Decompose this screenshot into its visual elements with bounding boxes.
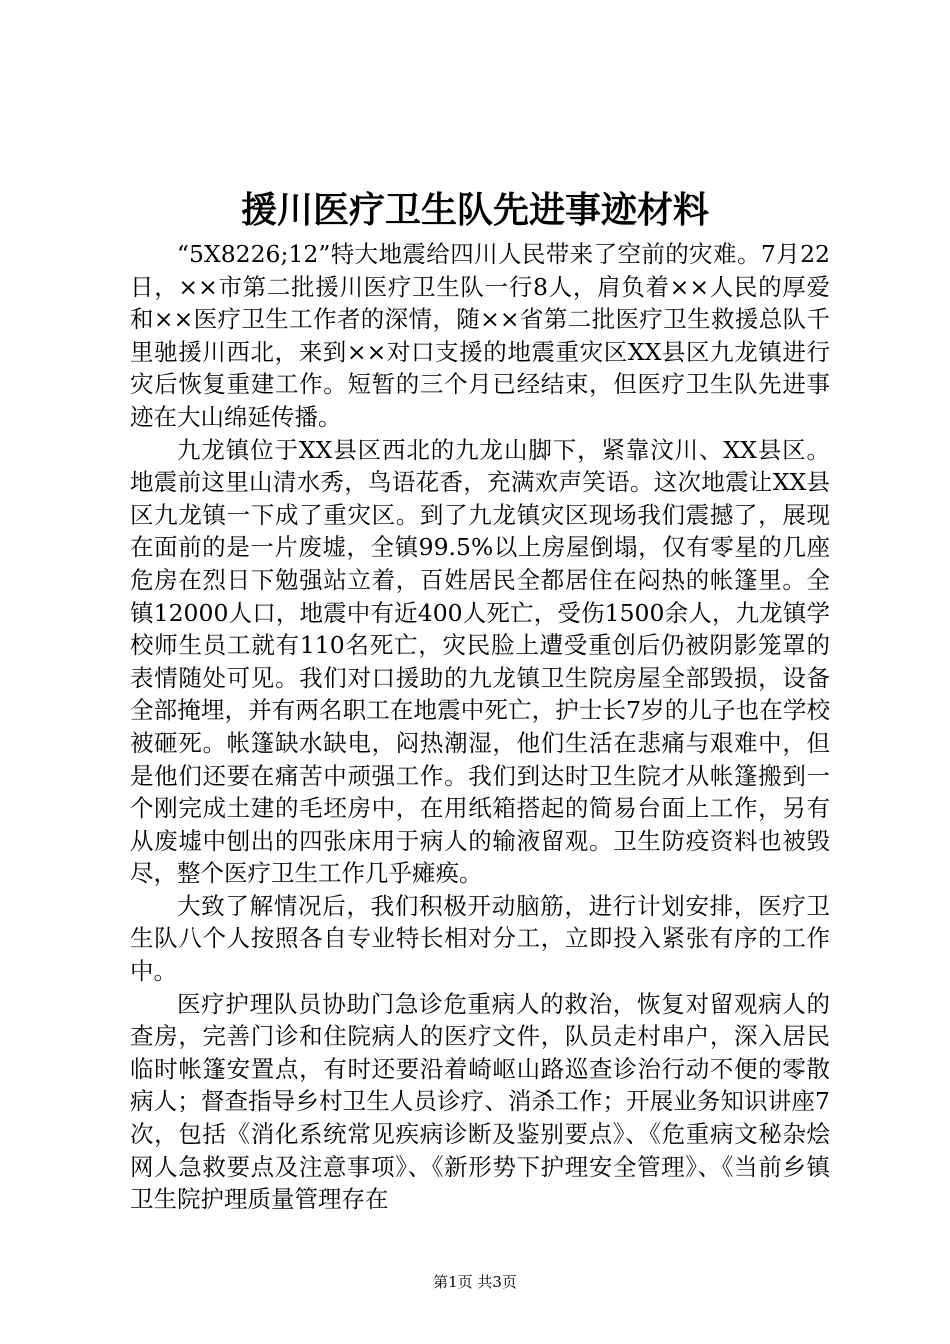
- paragraph: 大致了解情况后，我们积极开动脑筋，进行计划安排，医疗卫生队八个人按照各自专业特长相对分工，立即投入紧张有序的工作中。: [130, 891, 830, 986]
- paragraph: “5X8226;12”特大地震给四川人民带来了空前的灾难。7月22日，××市第二批援川医疗卫生队一行8人，肩负着××人民的厚爱和××医疗卫生工作者的深情，随××省第二批医疗卫生救援总队千里驰援川西北，来到××对口支援的地震重灾区XX县区九龙镇进行灾后恢复重建工作。短暂的三个月已经结束，但医疗卫生队先进事迹在大山绵延传播。: [130, 240, 830, 431]
- page-title: 援川医疗卫生队先进事迹材料: [240, 189, 709, 231]
- page-footer: 第1页 共3页: [433, 1273, 517, 1291]
- paragraph: 九龙镇位于XX县区西北的九龙山脚下，紧靠汶川、XX县区。地震前这里山清水秀，鸟语花香，充满欢声笑语。这次地震让XX县区九龙镇一下成了重灾区。到了九龙镇灾区现场我们震撼了，展现在面前的是一片废墟，全镇99.5%以上房屋倒塌，仅有零星的几座危房在烈日下勉强站立着，百姓居民全都居住在闷热的帐篷里。全镇12000人口，地震中有近400人死亡，受伤1500余人，九龙镇学校师生员工就有110名死亡，灾民脸上遭受重创后仍被阴影笼罩的表情随处可见。我们对口援助的九龙镇卫生院房屋全部毁损，设备全部掩埋，并有两名职工在地震中死亡，护士长7岁的儿子也在学校被砸死。帐篷缺水缺电，闷热潮湿，他们生活在悲痛与艰难中，但是他们还要在痛苦中顽强工作。我们到达时卫生院才从帐篷搬到一个刚完成土建的毛坯房中，在用纸箱搭起的简易台面上工作，另有从废墟中刨出的四张床用于病人的输液留观。卫生防疫资料也被毁尽，整个医疗卫生工作几乎瘫痪。: [130, 435, 830, 888]
- document-body: [130, 238, 830, 1216]
- paragraph: 医疗护理队员协助门急诊危重病人的救治，恢复对留观病人的查房，完善门诊和住院病人的医疗文件，队员走村串户，深入居民临时帐篷安置点，有时还要沿着崎岖山路巡查诊治行动不便的零散病人；督查指导乡村卫生人员诊疗、消杀工作；开展业务知识讲座7次，包括《消化系统常见疾病诊断及鉴别要点》、《危重病文秘杂烩网人急救要点及注意事项》、《新形势下护理安全管理》、《当前乡镇卫生院护理质量管理存在: [130, 989, 830, 1214]
